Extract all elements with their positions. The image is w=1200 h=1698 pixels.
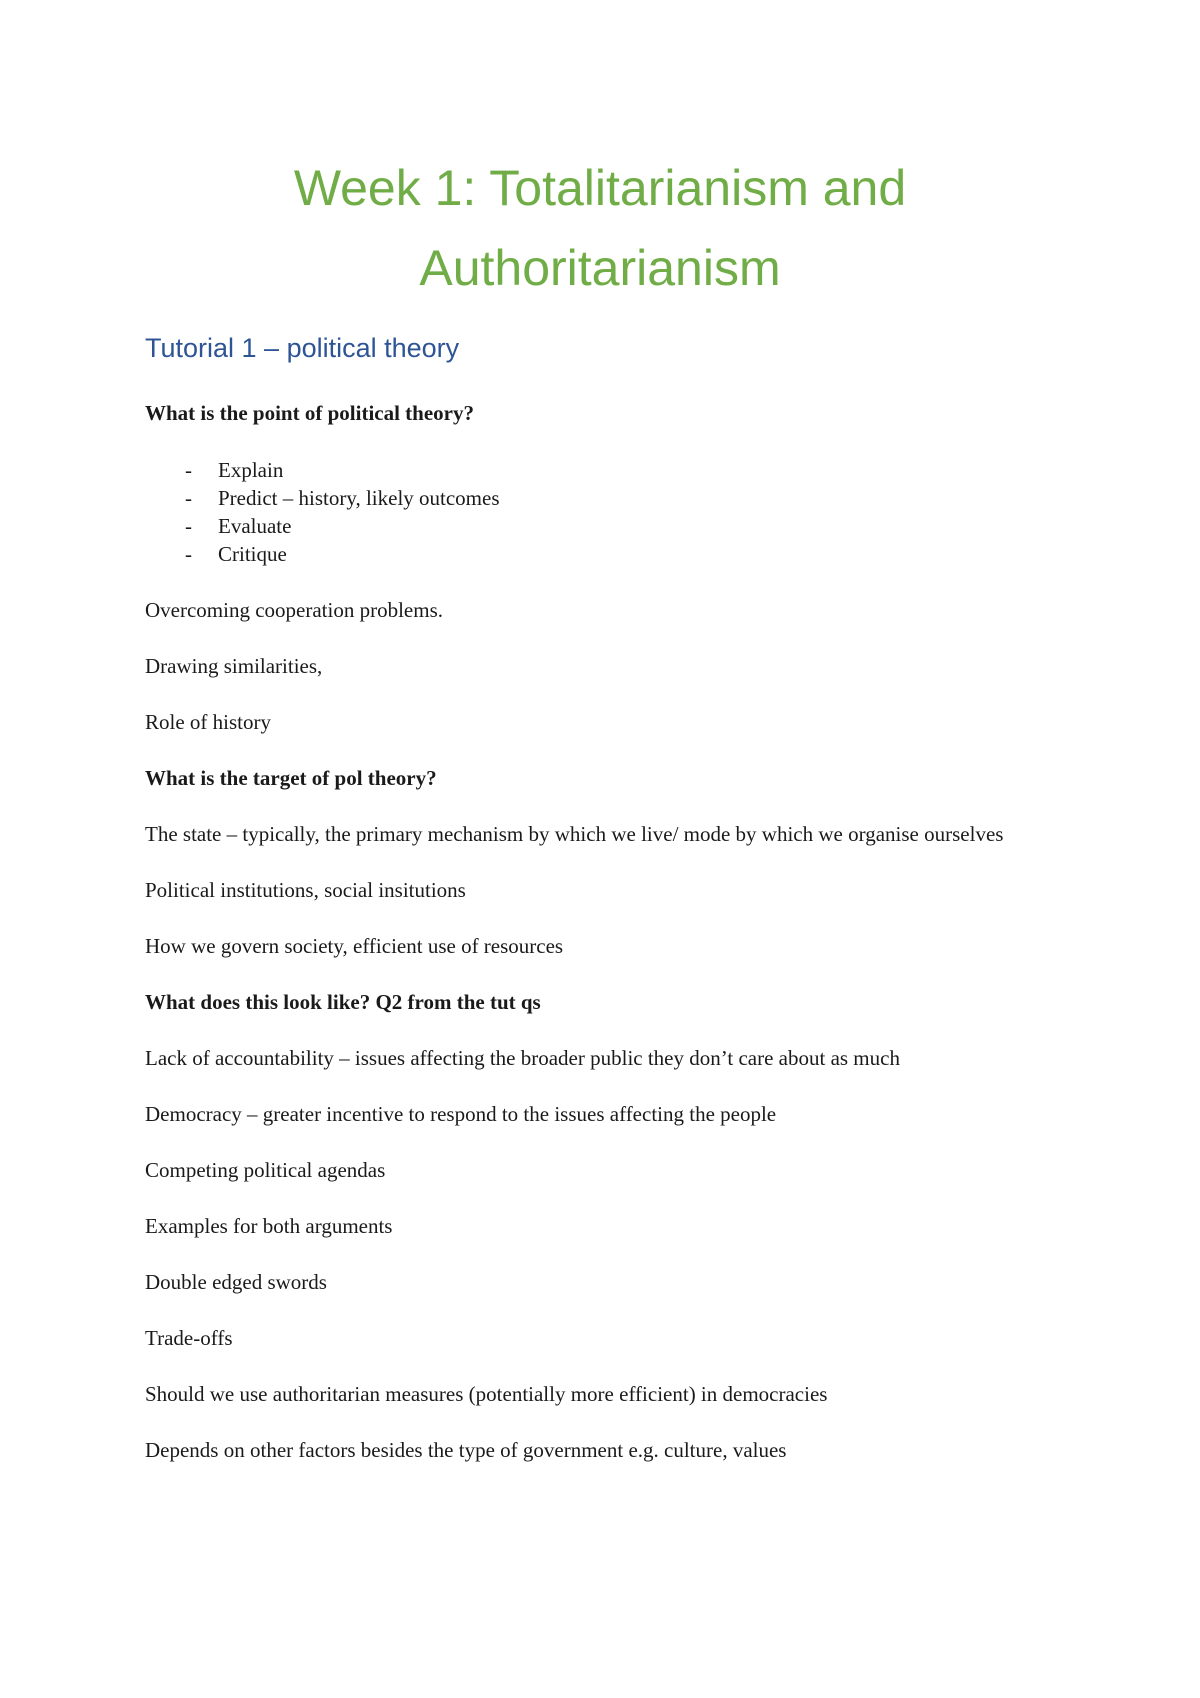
- question-heading-1: What is the point of political theory?: [145, 401, 474, 425]
- paragraph: Double edged swords: [145, 1270, 327, 1294]
- document-body: [145, 400, 1075, 1493]
- list-item: - Evaluate: [145, 512, 1075, 540]
- paragraph: Drawing similarities,: [145, 654, 323, 678]
- paragraph: How we govern society, efficient use of resources: [145, 934, 564, 958]
- page-title-line-1: Week 1: Totalitarianism and: [293, 160, 907, 216]
- page-title: [0, 148, 1200, 308]
- paragraph: Should we use authoritarian measures (potentially more efficient) in democracies: [145, 1382, 828, 1406]
- list-item: - Predict – history, likely outcomes: [145, 484, 1075, 512]
- paragraph: Examples for both arguments: [145, 1214, 393, 1238]
- bullet-list: [145, 456, 1075, 568]
- paragraph: Trade-offs: [145, 1326, 233, 1350]
- paragraph: Overcoming cooperation problems.: [145, 598, 443, 622]
- list-item: - Explain: [145, 456, 1075, 484]
- question-heading-2: What is the target of pol theory?: [145, 766, 437, 790]
- paragraph: Depends on other factors besides the type of government e.g. culture, values: [145, 1438, 787, 1462]
- page-title-line-2: Authoritarianism: [419, 240, 781, 296]
- paragraph: Democracy – greater incentive to respond to the issues affecting the people: [145, 1102, 777, 1126]
- question-heading-3: What does this look like? Q2 from the tut qs: [145, 990, 541, 1014]
- paragraph: Competing political agendas: [145, 1158, 386, 1182]
- paragraph: The state – typically, the primary mechanism by which we live/ mode by which we organise ourselves: [145, 822, 1004, 846]
- list-item: - Critique: [145, 540, 1075, 568]
- paragraph: Lack of accountability – issues affecting the broader public they don’t care about as much: [145, 1046, 900, 1070]
- section-heading: Tutorial 1 – political theory: [145, 333, 460, 363]
- paragraph: Political institutions, social insitutions: [145, 878, 466, 902]
- paragraph: Role of history: [145, 710, 271, 734]
